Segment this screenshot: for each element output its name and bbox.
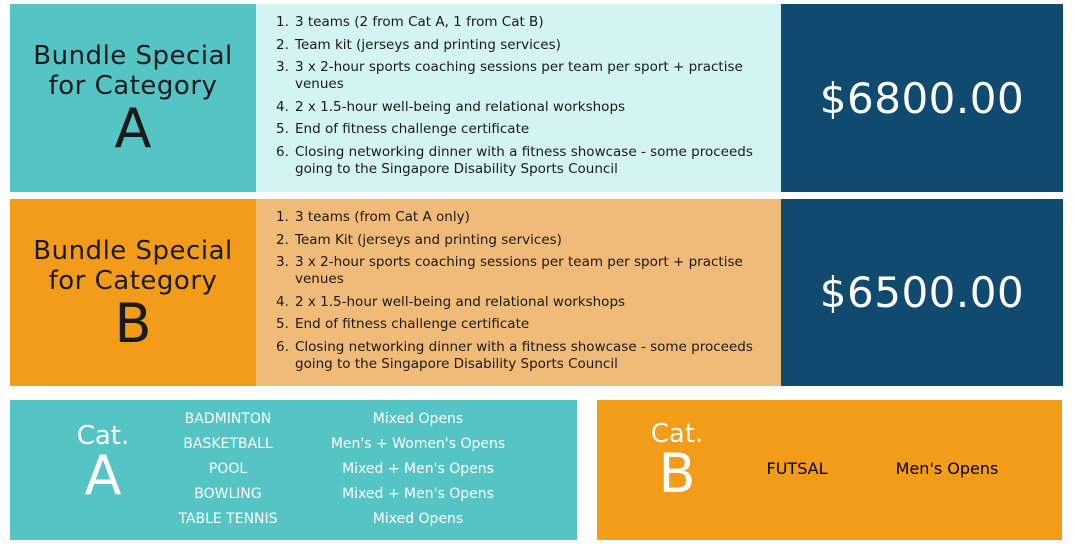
category-a-sports-table xyxy=(160,406,540,531)
bundle-b-title-line2: for Category xyxy=(48,265,218,296)
item-number: 4. xyxy=(276,98,289,115)
item-number: 5. xyxy=(276,316,289,332)
list-item xyxy=(276,294,756,311)
bundle-a-title-letter: A xyxy=(114,97,152,160)
category-a-word: Cat. xyxy=(76,421,130,451)
list-item xyxy=(276,99,756,116)
category-a-letter: A xyxy=(84,444,122,507)
item-text: Closing networking dinner with a fitness showcase - some proceeds going to the Singapore Disability Sports Council xyxy=(295,143,753,177)
sport-name: BADMINTON xyxy=(184,410,272,427)
item-number: 3. xyxy=(276,254,289,270)
bundle-b-title-line1: Bundle Special xyxy=(33,235,233,266)
list-item xyxy=(276,339,756,373)
item-number: 3. xyxy=(276,59,289,75)
item-text: 2 x 1.5-hour well-being and relational workshops xyxy=(295,293,626,310)
category-a-panel xyxy=(10,400,577,540)
bundle-a-band xyxy=(10,4,1063,192)
item-number: 1. xyxy=(276,14,289,30)
list-item xyxy=(276,232,756,249)
item-text: 3 teams (from Cat A only) xyxy=(295,209,470,225)
table-row xyxy=(160,481,540,506)
table-row xyxy=(160,506,540,531)
category-b-word: Cat. xyxy=(650,419,704,449)
item-number: 4. xyxy=(276,293,289,310)
category-b-label xyxy=(642,419,712,505)
table-row xyxy=(160,431,540,456)
sport-event: Mixed + Men's Opens xyxy=(342,485,494,502)
list-item xyxy=(276,37,756,54)
item-text: 3 x 2-hour sports coaching sessions per team per sport + practise venues xyxy=(295,59,743,92)
item-text: Team kit (jerseys and printing services) xyxy=(295,36,561,53)
item-number: 6. xyxy=(276,338,289,355)
bundle-b-title xyxy=(10,199,256,386)
category-b-letter: B xyxy=(658,442,696,505)
list-item xyxy=(276,121,756,138)
table-row xyxy=(747,456,1047,481)
item-number: 6. xyxy=(276,143,289,160)
bundle-b-feature-list xyxy=(276,209,756,378)
category-a-label xyxy=(68,421,138,507)
item-number: 2. xyxy=(276,231,289,248)
list-item xyxy=(276,209,756,226)
sport-name: POOL xyxy=(208,460,248,477)
bundle-b-price: $6500.00 xyxy=(781,199,1063,386)
sport-name: TABLE TENNIS xyxy=(178,510,278,527)
item-text: 3 teams (2 from Cat A, 1 from Cat B) xyxy=(295,14,544,30)
item-number: 1. xyxy=(276,209,289,225)
item-number: 5. xyxy=(276,121,289,137)
bundle-a-feature-list xyxy=(276,14,756,183)
sport-name: BOWLING xyxy=(194,485,262,502)
item-text: Closing networking dinner with a fitness showcase - some proceeds going to the Singapore Disability Sports Council xyxy=(295,338,753,372)
sport-name: BASKETBALL xyxy=(183,435,273,452)
sport-event: Mixed + Men's Opens xyxy=(342,460,494,477)
bundle-b-band xyxy=(10,199,1063,386)
bundle-a-title-line1: Bundle Special xyxy=(33,41,233,71)
list-item xyxy=(276,254,756,288)
item-number: 2. xyxy=(276,36,289,53)
item-text: 2 x 1.5-hour well-being and relational workshops xyxy=(295,98,626,115)
list-item xyxy=(276,14,756,31)
list-item xyxy=(276,316,756,333)
bundle-a-title-line2: for Category xyxy=(48,71,218,101)
bundle-a-title xyxy=(10,4,256,192)
category-b-panel xyxy=(597,400,1062,540)
bundle-a-price: $6800.00 xyxy=(781,4,1063,192)
table-row xyxy=(160,456,540,481)
list-item xyxy=(276,59,756,93)
list-item xyxy=(276,144,756,178)
table-row xyxy=(160,406,540,431)
item-text: End of fitness challenge certificate xyxy=(295,121,530,137)
sport-event: Mixed Opens xyxy=(372,410,464,427)
item-text: 3 x 2-hour sports coaching sessions per team per sport + practise venues xyxy=(295,254,743,287)
sport-event: Mixed Opens xyxy=(372,510,464,527)
bundle-b-title-letter: B xyxy=(114,291,152,355)
sport-event: Men's Opens xyxy=(895,459,999,478)
sport-event: Men's + Women's Opens xyxy=(330,435,506,452)
item-text: Team Kit (jerseys and printing services) xyxy=(295,231,562,248)
item-text: End of fitness challenge certificate xyxy=(295,316,530,332)
sport-name: FUTSAL xyxy=(766,459,828,478)
